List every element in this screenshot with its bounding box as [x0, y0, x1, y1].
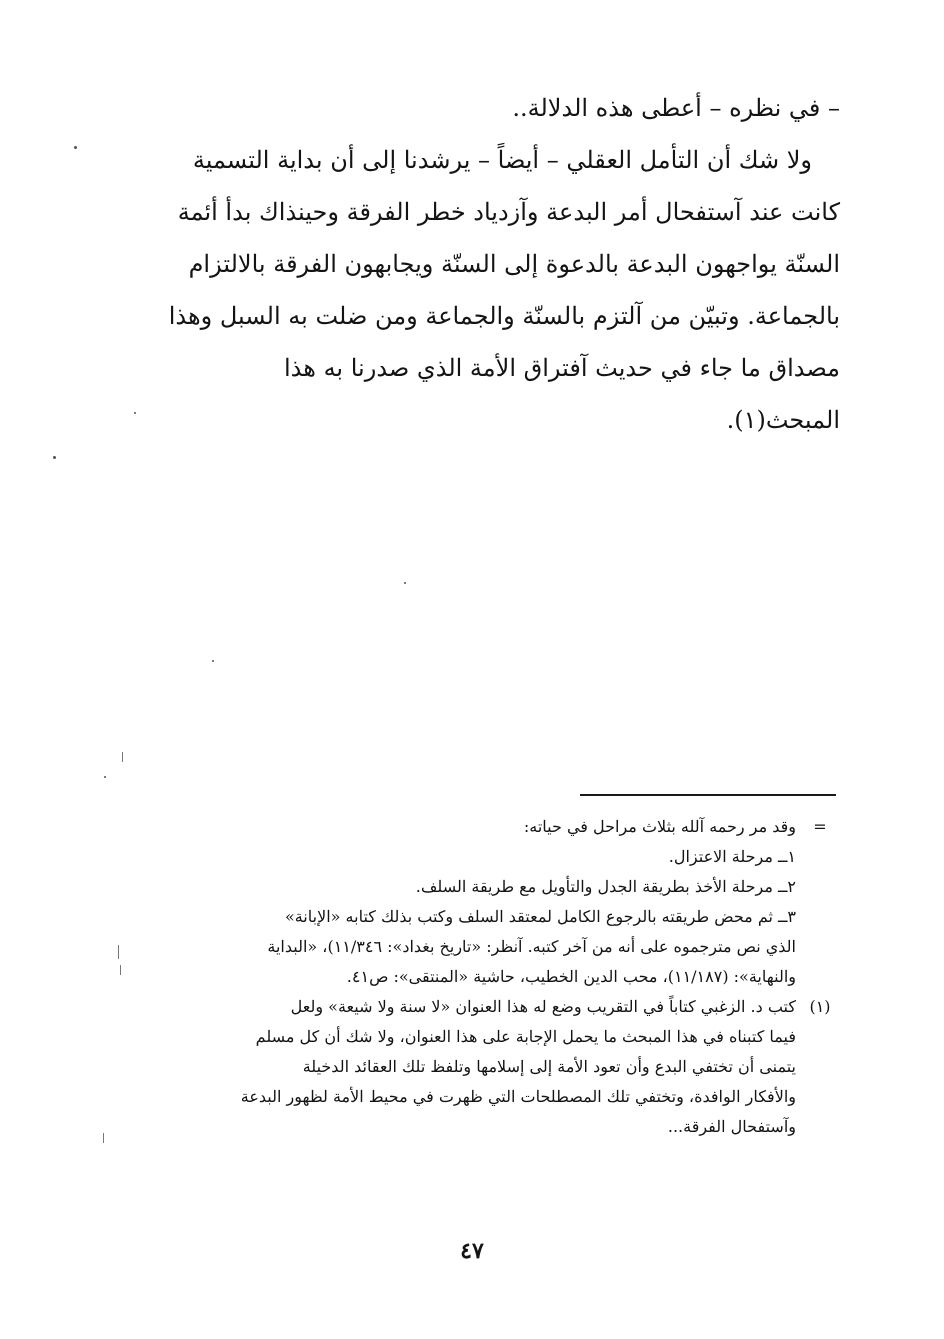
margin-mark — [118, 945, 119, 959]
scan-speck — [104, 776, 106, 778]
footnote-line: والأفكار الوافدة، وتختفي تلك المصطلحات التي ظهرت في محيط الأمة لظهور البدعة — [240, 1087, 796, 1106]
scan-speck — [212, 660, 214, 662]
scan-speck — [404, 582, 406, 584]
main-text-line-6: مصداق ما جاء في حديث آفتراق الأمة الذي صدرنا به هذا — [284, 354, 840, 382]
footnote-line: والنهاية»: (١١/١٨٧)، محب الدين الخطيب، حاشية «المنتقى»: ص٤١. — [346, 967, 796, 986]
footnote-1 — [152, 992, 844, 1142]
footnote-line: فيما كتبناه في هذا المبحث ما يحمل الإجابة على هذا العنوان، ولا شك أن كل مسلم — [255, 1027, 796, 1046]
margin-mark — [122, 752, 123, 762]
main-text-line-7: المبحث(١). — [726, 406, 840, 434]
margin-mark — [120, 965, 121, 975]
margin-mark — [103, 1133, 104, 1143]
scan-speck — [134, 412, 136, 414]
scan-speck — [74, 146, 77, 149]
footnotes-block — [152, 812, 844, 1142]
footnote-line: وقد مر رحمه آلله بثلاث مراحل في حياته: — [523, 817, 796, 836]
footnote-line: وآستفحال الفرقة... — [667, 1117, 796, 1136]
footnote-line: ٣ــ ثم محض طريقته بالرجوع الكامل لمعتقد السلف وكتب بذلك كتابه «الإبانة» — [284, 907, 796, 926]
main-text-line-4: السنّة يواجهون البدعة بالدعوة إلى السنّة ويجابهون الفرقة بالالتزام — [188, 250, 840, 278]
footnote-separator — [580, 794, 836, 796]
page-number: ٤٧ — [460, 1238, 484, 1264]
footnote-continuation-body — [152, 812, 796, 992]
footnote-line: كتب د. الزغبي كتاباً في التقريب وضع له هذا العنوان «لا سنة ولا شيعة» ولعل — [290, 997, 796, 1016]
main-text-block — [150, 82, 840, 446]
main-text-line-2: ولا شك أن التأمل العقلي – أيضاً – يرشدنا إلى أن بداية التسمية — [192, 146, 812, 174]
footnote-continuation-marker: = — [813, 817, 827, 836]
footnote-1-body — [152, 992, 796, 1142]
footnote-line: الذي نص مترجموه على أنه من آخر كتبه. آنظر: «تاريخ بغداد»: ١١/٣٤٦)، «البداية — [267, 937, 796, 956]
main-text-line-3: كانت عند آستفحال أمر البدعة وآزدياد خطر الفرقة وحينذاك بدأ أئمة — [177, 198, 840, 226]
footnote-1-marker: (١) — [809, 997, 831, 1016]
main-text-line-5: بالجماعة. وتبيّن من آلتزم بالسنّة والجماعة ومن ضلت به السبل وهذا — [168, 302, 840, 330]
footnote-line: ١ــ مرحلة الاعتزال. — [668, 847, 796, 866]
footnote-continuation — [152, 812, 844, 992]
scan-speck — [53, 456, 56, 459]
footnote-line: يتمنى أن تختفي البدع وأن تعود الأمة إلى إسلامها وتلفظ تلك العقائد الدخيلة — [302, 1057, 796, 1076]
footnote-line: ٢ــ مرحلة الأخذ بطريقة الجدل والتأويل مع طريقة السلف. — [415, 877, 796, 896]
main-text-line-1: – في نظره – أعطى هذه الدلالة.. — [512, 94, 840, 122]
